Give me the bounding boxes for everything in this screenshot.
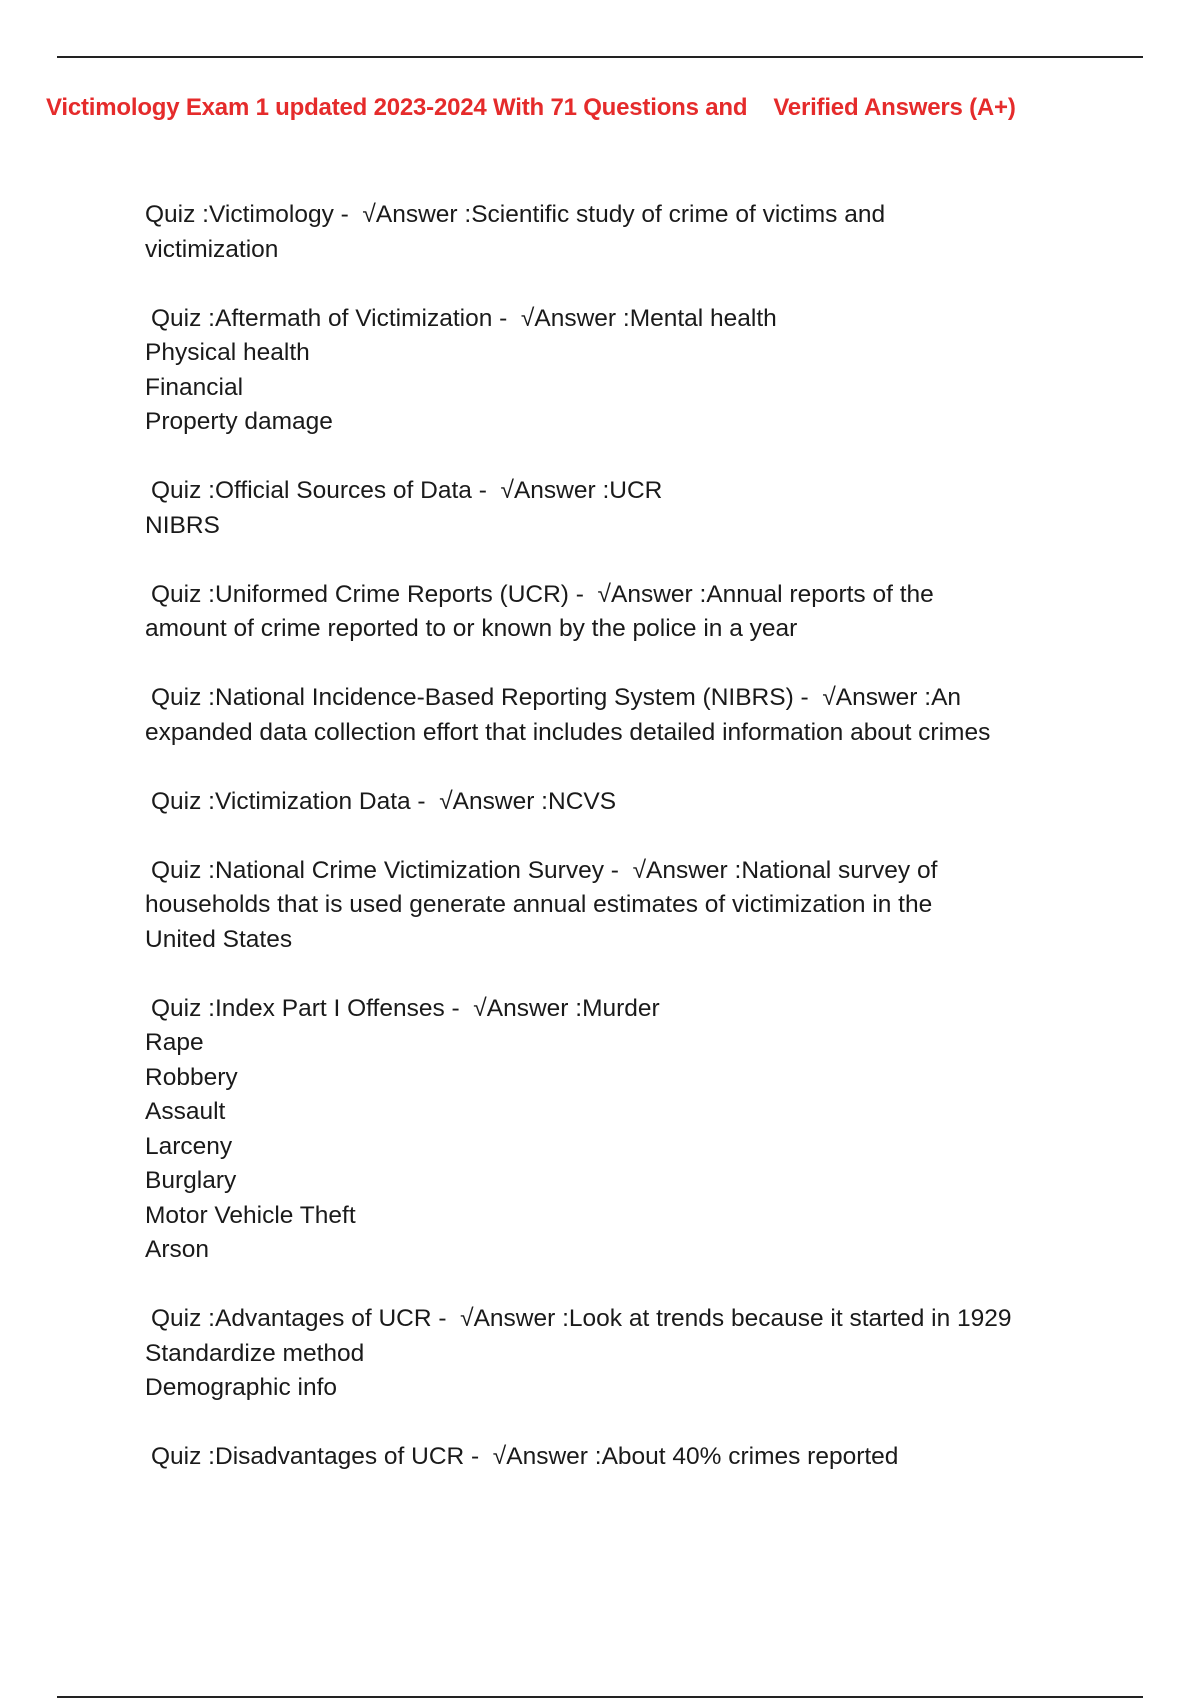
answer-prefix: √Answer : (492, 1443, 602, 1470)
answer-prefix: √Answer : (500, 477, 610, 504)
question-line (145, 474, 1085, 509)
answer-prefix: √Answer : (460, 1305, 569, 1332)
bottom-rule (57, 1696, 1143, 1698)
question-text: National Incidence-Based Reporting System (NIBRS) - (215, 684, 809, 711)
answer-text: Look at trends because it started in 1929 (568, 1305, 1012, 1332)
answer-line: Demographic info (145, 1374, 338, 1401)
question-line (145, 302, 1085, 337)
answer-line: Larceny (145, 1132, 233, 1160)
qa-item-6 (145, 785, 1085, 820)
question-text: Victimization Data - (215, 787, 426, 815)
question-text: Official Sources of Data - (215, 477, 487, 504)
quiz-prefix: Quiz : (151, 856, 215, 884)
question-line (145, 1302, 1085, 1337)
answer-line: Robbery (145, 1063, 238, 1091)
qa-item-3 (145, 474, 1085, 543)
answer-text: UCR (609, 477, 663, 504)
question-line (145, 198, 1085, 233)
document-title (46, 94, 1016, 122)
question-text: Aftermath of Victimization - (215, 304, 508, 332)
answer-line: expanded data collection effort that includes detailed information about crimes (145, 718, 991, 746)
answer-prefix: √Answer : (439, 787, 548, 815)
answer-text: NCVS (548, 787, 617, 815)
answer-line: Motor Vehicle Theft (145, 1201, 356, 1229)
answer-line: Physical health (145, 339, 310, 366)
answer-line: Financial (145, 373, 244, 401)
answer-text: An (931, 684, 962, 711)
answer-line: United States (145, 925, 293, 953)
answer-prefix: √Answer : (473, 994, 583, 1022)
answer-prefix: √Answer : (362, 201, 472, 228)
quiz-prefix: Quiz : (151, 684, 215, 711)
question-text: Advantages of UCR - (215, 1305, 447, 1332)
answer-text: Murder (582, 994, 660, 1022)
answer-line: households that is used generate annual estimates of victimization in the (145, 891, 933, 918)
quiz-prefix: Quiz : (145, 201, 209, 228)
question-line (145, 578, 1085, 613)
answer-prefix: √Answer : (597, 580, 707, 608)
title-part-2: Verified Answers (A+) (773, 94, 1016, 121)
question-line (145, 681, 1085, 716)
answer-line: Assault (145, 1098, 226, 1125)
title-part-1: Victimology Exam 1 updated 2023-2024 With 71 Questions and (46, 94, 748, 121)
answer-text: Annual reports of the (706, 580, 934, 608)
qa-item-9 (145, 1302, 1085, 1406)
top-rule (57, 56, 1143, 58)
qa-item-2 (145, 302, 1085, 440)
answer-line: Burglary (145, 1167, 237, 1194)
answer-line: Property damage (145, 408, 333, 435)
quiz-prefix: Quiz : (151, 580, 215, 608)
answer-line: Rape (145, 1029, 204, 1056)
question-text: Index Part I Offenses - (215, 994, 460, 1022)
question-text: Disadvantages of UCR - (215, 1443, 480, 1470)
quiz-prefix: Quiz : (151, 477, 215, 504)
quiz-prefix: Quiz : (151, 994, 215, 1022)
answer-line: Standardize method (145, 1339, 365, 1367)
qa-item-1 (145, 198, 1085, 267)
quiz-prefix: Quiz : (151, 787, 215, 815)
answer-text: National survey of (741, 856, 938, 884)
quiz-prefix: Quiz : (151, 1305, 215, 1332)
answer-text: Mental health (629, 304, 777, 332)
qa-item-4 (145, 578, 1085, 647)
answer-text: Scientific study of crime of victims and (471, 201, 886, 228)
answer-prefix: √Answer : (520, 304, 630, 332)
answer-line: amount of crime reported to or known by the police in a year (145, 615, 798, 642)
question-line (145, 992, 1085, 1027)
qa-item-5 (145, 681, 1085, 750)
answer-line: NIBRS (145, 511, 220, 539)
answer-prefix: √Answer : (632, 856, 742, 884)
question-line (145, 1440, 1085, 1475)
question-text: Uniformed Crime Reports (UCR) - (215, 580, 584, 608)
answer-text: About 40% crimes reported (601, 1443, 899, 1470)
qa-item-8 (145, 992, 1085, 1268)
qa-item-10 (145, 1440, 1085, 1475)
qa-item-7 (145, 854, 1085, 958)
question-line (145, 785, 1085, 820)
quiz-prefix: Quiz : (151, 1443, 215, 1470)
question-text: National Crime Victimization Survey - (215, 856, 619, 884)
answer-line: victimization (145, 235, 279, 263)
quiz-prefix: Quiz : (151, 304, 215, 332)
question-line (145, 854, 1085, 889)
qa-list (145, 198, 1085, 1509)
answer-prefix: √Answer : (822, 684, 932, 711)
answer-line: Arson (145, 1236, 210, 1263)
question-text: Victimology - (209, 201, 349, 228)
